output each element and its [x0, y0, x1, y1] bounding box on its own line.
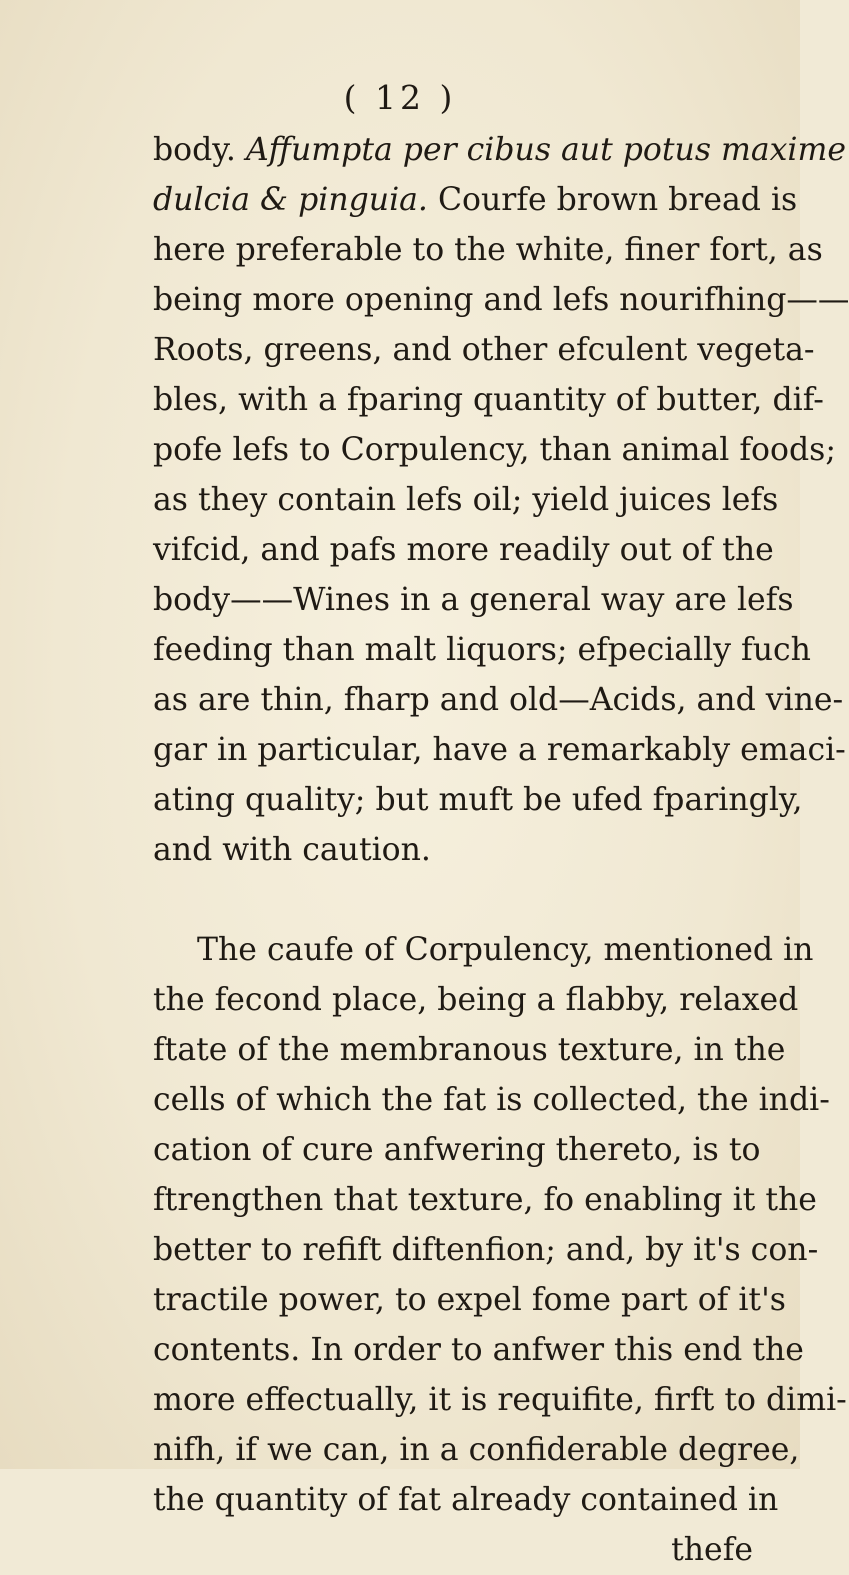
text-line: contents. In order to anfwer this end the [153, 1332, 804, 1368]
text-line: tractile power, to expel fome part of it's [153, 1282, 786, 1318]
latin-phrase: dulcia & pinguia. [153, 182, 428, 218]
paragraph-gap [153, 875, 753, 925]
text-line: bles, with a fparing quantity of butter, dif- [153, 382, 824, 418]
text-line: gar in particular, have a remarkably emaci- [153, 732, 846, 768]
text-line: cells of which the fat is collected, the indi- [153, 1082, 830, 1118]
text-line: Roots, greens, and other efculent vegeta- [153, 332, 815, 368]
text-line: as they contain lefs oil; yield juices lefs [153, 482, 779, 518]
text-line: ating quality; but muft be ufed fparingly, [153, 782, 803, 818]
text-line: body——Wines in a general way are lefs [153, 582, 794, 618]
text-line: and with caution. [153, 832, 431, 868]
text-line: the fecond place, being a flabby, relaxed [153, 982, 799, 1018]
text-line: ftrengthen that texture, fo enabling it the [153, 1182, 817, 1218]
text-line: more effectually, it is requifite, firft to dimi- [153, 1382, 847, 1418]
text-line: The caufe of Corpulency, mentioned in [197, 932, 814, 968]
paragraph-2 [153, 925, 847, 1525]
latin-phrase: Affumpta per cibus aut potus maxime [245, 132, 846, 168]
text-line: body. Affumpta per cibus aut potus maxime [153, 132, 846, 168]
text-line: better to refift diftenfion; and, by it's con- [153, 1232, 819, 1268]
text-line: feeding than malt liquors; efpecially fuch [153, 632, 811, 668]
paragraph-1 [153, 125, 849, 875]
text-line: dulcia & pinguia. Courfe brown bread is [153, 182, 798, 218]
text-line: nifh, if we can, in a confiderable degree, [153, 1432, 800, 1468]
text-line: vifcid, and pafs more readily out of the [153, 532, 774, 568]
text-line: here preferable to the white, finer fort, as [153, 232, 823, 268]
text-line: the quantity of fat already contained in [153, 1482, 779, 1518]
text-line: pofe lefs to Corpulency, than animal foods; [153, 432, 836, 468]
text-line: cation of cure anfwering thereto, is to [153, 1132, 761, 1168]
text-line: being more opening and lefs nourifhing—— [153, 282, 849, 318]
text-line: ftate of the membranous texture, in the [153, 1032, 786, 1068]
text-body [153, 125, 849, 1575]
page-number: ( 12 ) [343, 78, 457, 117]
catchword: thefe [671, 1532, 753, 1568]
text-line: as are thin, fharp and old—Acids, and vine- [153, 682, 844, 718]
